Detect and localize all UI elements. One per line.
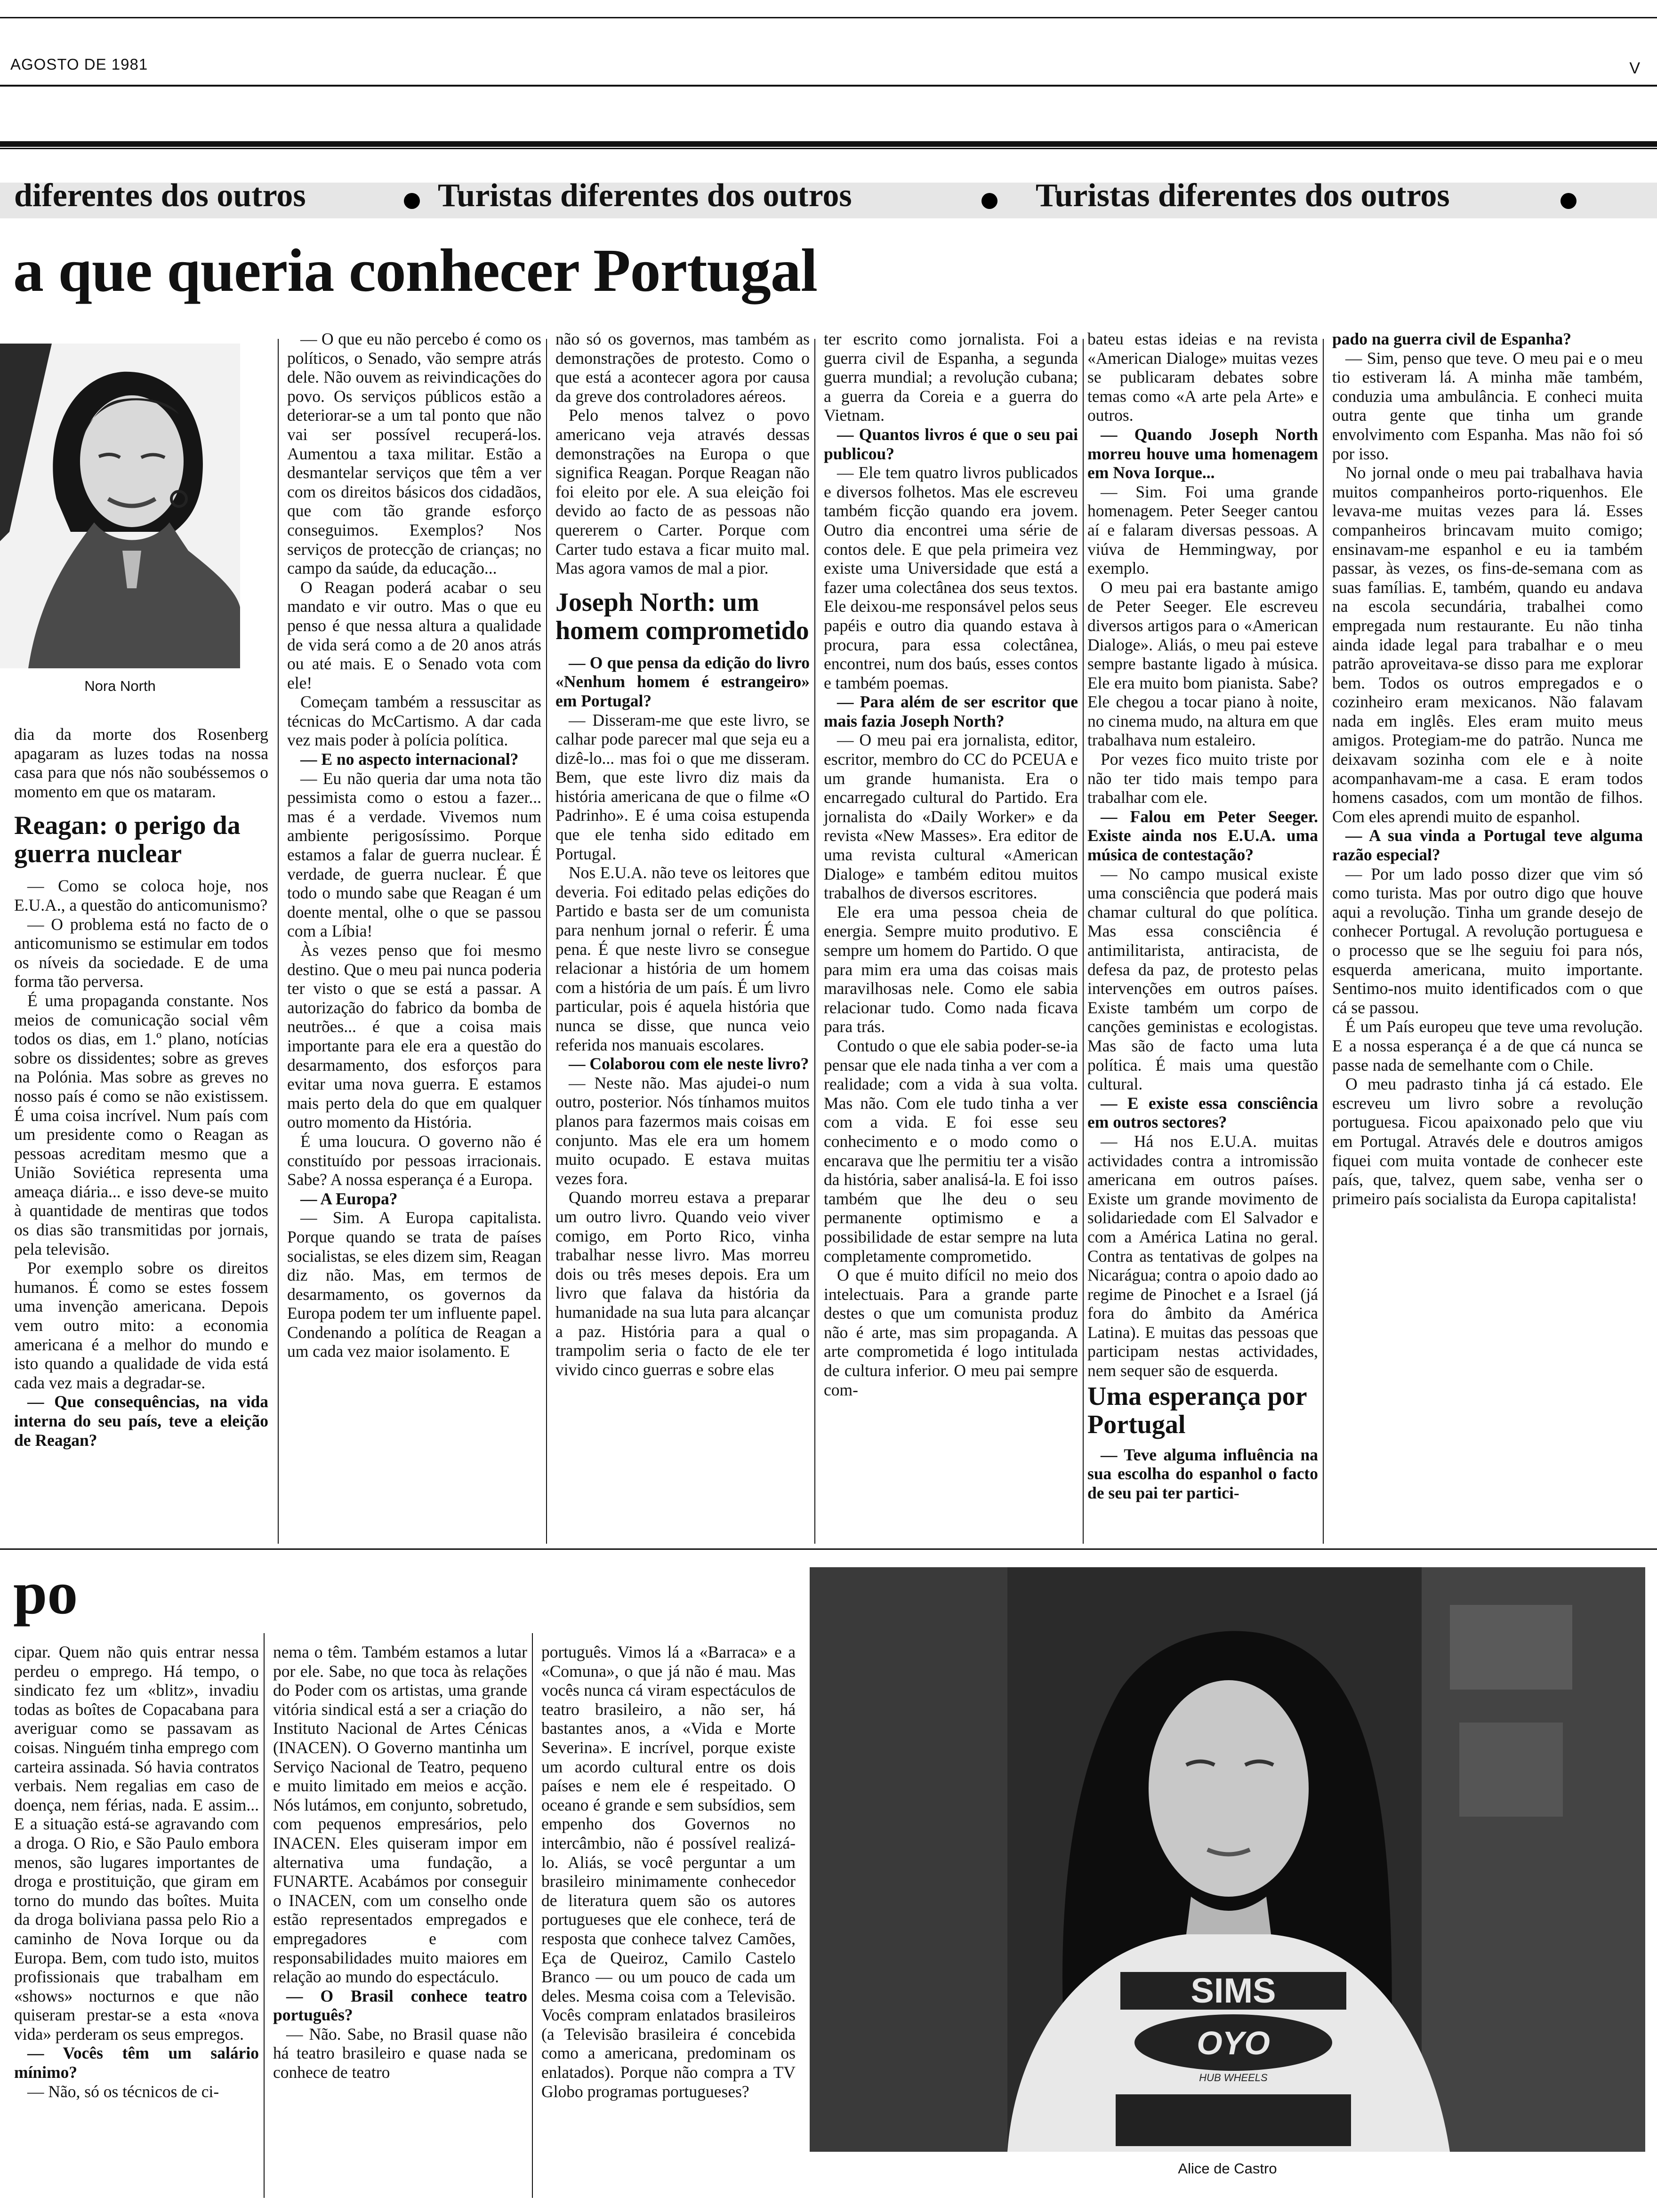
article-column-4 [824,329,1078,1399]
paragraph: — Há nos E.U.A. muitas actividades contra a intromissão americana em outros países. Existe um grande movimento de solidariedade com El Salvador e com a América Latina no geral. Contra as tentativas de golpes na Nicarágua; contra o apoio dado ao regime de Pinochet e a Israel (já fora do âmbito da América Latina). E muitas das pessoas que participam nestas actividades, nem sequer são de esquerda. [1087,1131,1318,1380]
bottom-column-3 [541,1643,796,2101]
paragraph: nema o têm. Também estamos a lutar por ele. Sabe, no que toca às relações do Poder com os artistas, uma grande vitória sindical está a ser a criação do Instituto Nacional de Artes Cénicas (INACEN). O Governo mantinha um Serviço Nacional de Teatro, pequeno e muito limitado em meios e acção. Nós lutámos, em conjunto, sobretudo, com pequenos empresários, pelo INACEN. Eles quiseram impor em alternativa uma fundação, a FUNARTE. Acabámos por conseguir o INACEN, com um conselho onde estão representados empregados e empregadores e com responsabilidades muito maiores em relação ao mundo do espectáculo. [273,1643,527,1987]
paragraph: — O meu pai era jornalista, editor, escritor, membro do CC do PCEUA e um grande humanista. Era o encarregado cultural do Partido. Era jornalista do «Daily Worker» e da revista «New Masses». Era editor de uma revista cultural «American Dialoge» e também editou muitos trabalhos de diversos escritores. [824,730,1078,903]
paragraph: cipar. Quem não quis entrar nessa perdeu o emprego. Há tempo, o sindicato fez um «blitz», invadiu todas as boîtes de Copacabana para averiguar como se passavam as coisas. Ninguém tinha emprego com carteira assinada. Só havia contratos verbais. Nem regalias em caso de doença, nem férias, nada. E assim... E a situação está-se agravando com a droga. O Rio, e São Paulo embora menos, são lugares importantes de droga e prostituição, que giram em torno do mundo das boîtes. Muita da droga boliviana passa pelo Rio a caminho de Nova Iorque ou da Europa. Bem, com tudo isto, muitos profissionais que trabalham em «shows» nocturnos e que não quiseram prestar-se a esta «nova vida» perderam os seus empregos. [14,1643,259,2044]
column-rule [814,339,815,1544]
column-rule [278,339,279,1544]
paragraph: Pelo menos talvez o povo americano veja através dessas demonstrações na Europa o que significa Reagan. Porque Reagan não foi eleito por ele. A sua eleição foi devido ao facto de as pessoas não quererem o Carter. Porque com Carter tudo estava a ficar muito mal. Mas agora vamos de mal a pior. [555,406,810,578]
paragraph: Por exemplo sobre os direitos humanos. É como se estes fossem uma invenção americana. Depois vem outro mito: a economia americana é a melhor do mundo e isto quando a qualidade de vida está cada vez mais a degradar-se. [14,1258,268,1392]
paragraph: — Sim. Foi uma grande homenagem. Peter Seeger cantou aí e falaram diversas pessoas. A viúva de Hemmingway, por exemplo. [1087,482,1318,578]
question: — Quando Joseph North morreu houve uma homenagem em Nova Iorque... [1087,425,1318,482]
bullet-icon [404,193,420,209]
question: — Como se coloca hoje, nos E.U.A., a questão do anticomunismo? [14,876,268,914]
column-rule [532,1633,533,2198]
paragraph: — O problema está no facto de o anticomunismo se estimular em todos os níveis da sociedade. E de uma forma tão perversa. [14,914,268,991]
kicker-1: diferentes dos outros [14,177,306,214]
paragraph: O Reagan poderá acabar o seu mandato e vir outro. Mas o que eu penso é que nessa altura a qualidade de vida será como a de 20 anos atrás ou até mais. E o Senado vota com ele! [287,577,541,692]
issue-date: AGOSTO DE 1981 [10,56,148,73]
question: — O que pensa da edição do livro «Nenhum homem é estrangeiro» em Portugal? [555,653,810,710]
paragraph: O meu pai era bastante amigo de Peter Seeger. Ele escreveu diversos artigos para o «American Dialoge». Aliás, o meu pai esteve sempre bastante ligado à música. Ele era muito bom pianista. Sabe? Ele chegou a tocar piano à noite, no cinema mudo, na altura em que trabalhava num estaleiro. [1087,577,1318,750]
paragraph: bateu estas ideias e na revista «American Dialoge» muitas vezes se publicaram debates sobre temas como «A arte pela Arte» e outros. [1087,329,1318,425]
paragraph: — Eu não queria dar uma nota tão pessimista como o estou a fazer... mas é a verdade. Vivemos num ambiente perigosíssimo. Porque estamos a falar de guerra nuclear. É verdade, de guerra nuclear. É que todo o mundo sabe que Reagan é um doente mental, olhe o que se passou com a Líbia! [287,769,541,941]
question: — O Brasil conhece teatro português? [273,1986,527,2025]
bottom-headline: po [13,1559,78,1627]
shirt-text: HUB WHEELS [1199,2072,1268,2084]
question: — Que consequências, na vida interna do seu país, teve a eleição de Reagan? [14,1392,268,1450]
article-column-3 [555,329,810,1379]
article-column-6 [1332,329,1643,1208]
page-number: V [1629,59,1640,77]
alice-image [810,1567,1645,2152]
shirt-text: SIMS [1190,1971,1276,2010]
paragraph: — Ele tem quatro livros publicados e diversos folhetos. Mas ele escreveu também ficção quando era jovem. Outro dia encontrei uma série de contos dele. E que pela primeira vez existe uma Universidade que está a fazer uma colectânea dos seus textos. Ele deixou-me responsável pelos seus papéis e outro dia quando estava à procura, para essa colectânea, encontrei, num dos baús, esses contos e também poemas. [824,463,1078,692]
paragraph: — Não, só os técnicos de ci- [27,2082,219,2101]
paragraph: — O que eu não percebo é como os políticos, o Senado, vão sempre atrás dele. Não ouvem as reivindicações do povo. Os serviços públicos estão a deteriorar-se a um tal ponto que não vai ser possível recuperá-los. Aumentou a taxa militar. Estão a desmantelar serviços que têm a ver com os direitos básicos dos cidadãos, que com tão grande esforço conseguimos. Exemplos? Nos serviços de protecção de crianças; no campo da saúde, da educação... [287,329,541,578]
paragraph: Por vezes fico muito triste por não ter tido mais tempo para trabalhar com ele. [1087,750,1318,807]
header-rule [0,85,1657,87]
column-rule [264,1633,265,2198]
paragraph: — Não. Sabe, no Brasil quase não há teatro brasileiro e quase nada se conhece de teatro [273,2024,527,2082]
paragraph: No jornal onde o meu pai trabalhava havia muitos companheiros porto-riquenhos. Ele levava-me muitas vezes para lá. Esses companheiros brincavam muito comigo; ensinavam-me espanhol e eu ia também passar, às vezes, os fins-de-semana com as suas famílias. E, também, quando eu andava na escola secundária, trabalhei como empregada num restaurante. Eu não tinha ainda idade legal para trabalhar e o meu patrão aproveitava-se disso para me explorar bem. Todos os outros empregados e o cozinheiro eram mexicanos. Não falavam nada em inglês. Eles eram muito meus amigos. Protegiam-me do patrão. Nunca me deixavam sozinha com ele e à noite acompanhavam-me a casa. E eram todos homens casados, com um montão de filhos. Com eles aprendi muito de espanhol. [1332,463,1643,826]
paragraph: O meu padrasto tinha já cá estado. Ele escreveu um livro sobre a revolução portuguesa. Ficou apaixonado pelo que viu em Portugal. Através dele e doutros amigos fiquei com muita vontade de conhecer este país, que, talvez, quem sabe, venha ser o primeiro país socialista da Europa capitalista! [1332,1074,1643,1208]
paragraph: português. Vimos lá a «Barraca» e a «Comuna», o que já não é mau. Mas vocês nunca cá viram espectáculos de teatro brasileiro, a não ser, há bastantes anos, a «Vida e Morte Severina». E incrível, porque existe um acordo cultural entre os dois países e nem ele é respeitado. O oceano é grande e sem subsídios, sem empenho dos Governos no intercâmbio, não é possível realizá-lo. Aliás, se você perguntar a um brasileiro minimamente conhecedor de literatura quem são os autores portugueses que ele conhece, terá de resposta que conhece talvez Camões, Eça de Queiroz, Camilo Castelo Branco — ou um pouco de cada um deles. Mesma coisa com a Televisão. Vocês compram enlatados brasileiros (a Televisão brasileira é concebida como a americana, predominam os enlatados). Porque não compra a TV Globo programas portugueses? [541,1643,796,2101]
paragraph: Quando morreu estava a preparar um outro livro. Quando veio viver comigo, em Porto Rico, vinha trabalhar nesse livro. Mas morreu dois ou três meses depois. Era um livro que falava da história da humanidade na sua luta para alcançar a paz. História para a qual o trampolim seria o facto de ele ter vivido cinco guerras e sobre elas [555,1188,810,1379]
subheading: Uma esperança por Portugal [1087,1381,1307,1439]
question: — Para além de ser escritor que mais fazia Joseph North? [824,692,1078,730]
paragraph: Contudo o que ele sabia poder-se-ia pensar que ele nada tinha a ver com a realidade; com a vida à sua volta. Mas não. Com ele tudo tinha a ver com a vida. E foi esse seu conhecimento e o modo como o encarava que lhe permitiu ter a visão da história, saber analisá-la. E foi isso também que lhe deu o seu permanente optimismo e a possibilidade de estar sempre na luta completamente comprometido. [824,1036,1078,1266]
kicker-2: Turistas diferentes dos outros [438,177,852,214]
paragraph: É uma loucura. O governo não é constituído por pessoas irracionais. Sabe? A nossa esperança é a Europa. [287,1131,541,1189]
question: — Teve alguma influência na sua escolha do espanhol o facto de seu pai ter partici- [1087,1445,1318,1502]
question: — Falou em Peter Seeger. Existe ainda nos E.U.A. uma música de contestação? [1087,807,1318,865]
article-column-1 [14,725,268,1450]
paragraph: Às vezes penso que foi mesmo destino. Que o meu pai nunca poderia ter visto o que se está a passar. A autorização do fabrico da bomba de neutrões... é que a coisa mais importante para ele era a questão do desarmamento, dos esforços para evitar uma nova guerra. E estamos mais perto dela do que em qualquer outro momento da História. [287,941,541,1132]
section-rule-thin [0,148,1657,149]
question: pado na guerra civil de Espanha? [1332,329,1571,348]
paragraph: É uma propaganda constante. Nos meios de comunicação social vêm todos os dias, em 1.º plano, notícias sobre os dissidentes; sobre as greves na Polónia. Mas sobre as greves no nosso país é como se não existissem. É uma coisa incrível. Num país com um presidente como o Reagan as pessoas acreditam mesmo que a União Soviética representa uma ameaça diária... e isso deve-se muito à quantidade de mentiras que todos os dias são transmitidas por jornais, pela televisão. [14,991,268,1258]
question: — Vocês têm um salário mínimo? [14,2044,259,2082]
question: — A Europa? [300,1189,398,1208]
article-column-2 [287,329,541,1361]
paragraph: Nos E.U.A. não teve os leitores que deveria. Foi editado pelas edições do Partido e basta ser de um comunista para nenhum jornal o referir. É uma pena. É que neste livro se consegue relacionar a história de um homem com a história de um país. É um livro particular, pois é aquela história que nunca se disse, que nunca veio referida nos manuais escolares. [555,863,810,1054]
alice-caption: Alice de Castro [1178,2160,1277,2177]
paragraph: O que é muito difícil no meio dos intelectuais. Para a grande parte destes o que um comunista produz não é arte, mas sim propaganda. A arte comprometida é logo intitulada de cultura inferior. O meu pai sempre com- [824,1266,1078,1399]
paragraph: — Sim, penso que teve. O meu pai e o meu tio estiveram lá. A minha mãe também, conduzia uma ambulância. E conheci muita outra gente que tinha um grande envolvimento com Espanha. Mas não foi só por isso. [1332,348,1643,463]
subheading: Reagan: o perigo da guerra nuclear [14,811,241,869]
paragraph: — No campo musical existe uma consciência que poderá mais chamar cultural do que política. Mas essa consciência é antimilitarista, antiracista, de defesa da paz, de protesto pelas intervenções em outros países. Existe também um corpo de canções geministas e ecologistas. Mas são de facto uma luta política. É mais uma questão cultural. [1087,864,1318,1094]
paragraph: não só os governos, mas também as demonstrações de protesto. Como o que está a acontecer agora por causa da greve dos controladores aéreos. [555,329,810,406]
bottom-column-1 [14,1643,259,2101]
bullet-icon [1560,193,1577,209]
portrait-caption: Nora North [84,678,156,694]
question: — E existe essa consciência em outros sectores? [1087,1093,1318,1132]
kicker-3: Turistas diferentes dos outros [1036,177,1450,214]
section-rule-thick [0,141,1657,147]
paragraph: dia da morte dos Rosenberg apagaram as luzes todas na nossa casa para que nós não soubéssemos o momento em que os mataram. [14,725,268,801]
column-rule [1083,339,1084,1544]
portrait-image [0,344,240,668]
paragraph: — Neste não. Mas ajudei-o num outro, posterior. Nós tínhamos muitos planos para fazermos mais coisas em conjunto. Mas ele era um homem muito ocupado. E estava muitas vezes fora. [555,1073,810,1188]
subheading: Joseph North: um homem comprometido [555,587,809,645]
paragraph: — Por um lado posso dizer que vim só como turista. Mas por outro digo que houve aqui a revolução. Tinha um grande desejo de conhecer Portugal. A revolução portuguesa e o processo que se lhe seguiu foi para nós, esquerda americana, muito importante. Sentimo-nos muito identificados com o que cá se passou. [1332,864,1643,1017]
bottom-column-2 [273,1643,527,2082]
paragraph: Ele era uma pessoa cheia de energia. Sempre muito produtivo. E sempre um homem do Partido. O que para mim era uma das coisas mais maravilhosas nele. Como ele sabia relacionar tudo. Como nada ficava para trás. [824,902,1078,1036]
article-headline: a que queria conhecer Portugal [13,237,817,305]
column-rule [1323,339,1324,1544]
paragraph: — Disseram-me que este livro, se calhar pode parecer mal que seja eu a dizê-lo... mas foi o que me disseram. Bem, que este livro diz mais da história americana de que o filme «O Padrinho». E é uma coisa estupenda que ele tenha sido editado em Portugal. [555,710,810,863]
question: — E no aspecto internacional? [300,750,519,769]
question: — A sua vinda a Portugal teve alguma razão especial? [1332,826,1643,865]
portrait-photo [0,344,240,668]
paragraph: — Sim. A Europa capitalista. Porque quando se trata de países socialistas, se eles dizem sim, Reagan diz não. Mas, em termos de desarmamento, os governos da Europa podem ter um influente papel. Condenando a política de Reagan a um cada vez maior isolamento. E [287,1208,541,1361]
question: — Colaborou com ele neste livro? [569,1054,809,1074]
section-divider [0,1548,1657,1550]
shirt-text: OYO [1197,2025,1270,2061]
top-rule [0,17,1657,18]
question: — Quantos livros é que o seu pai publicou? [824,425,1078,463]
paragraph: Começam também a ressuscitar as técnicas do McCartismo. A dar cada vez mais poder à polícia política. [287,692,541,750]
alice-photo [810,1567,1645,2152]
bullet-icon [981,193,997,209]
paragraph: ter escrito como jornalista. Foi a guerra civil de Espanha, a segunda guerra mundial; a revolução cubana; a guerra da Coreia e a guerra do Vietnam. [824,329,1078,425]
column-rule [546,339,547,1544]
paragraph: É um País europeu que teve uma revolução. E a nossa esperança é a de que cá nunca se passe nada de semelhante com o Chile. [1332,1017,1643,1074]
article-column-5 [1087,329,1318,1502]
